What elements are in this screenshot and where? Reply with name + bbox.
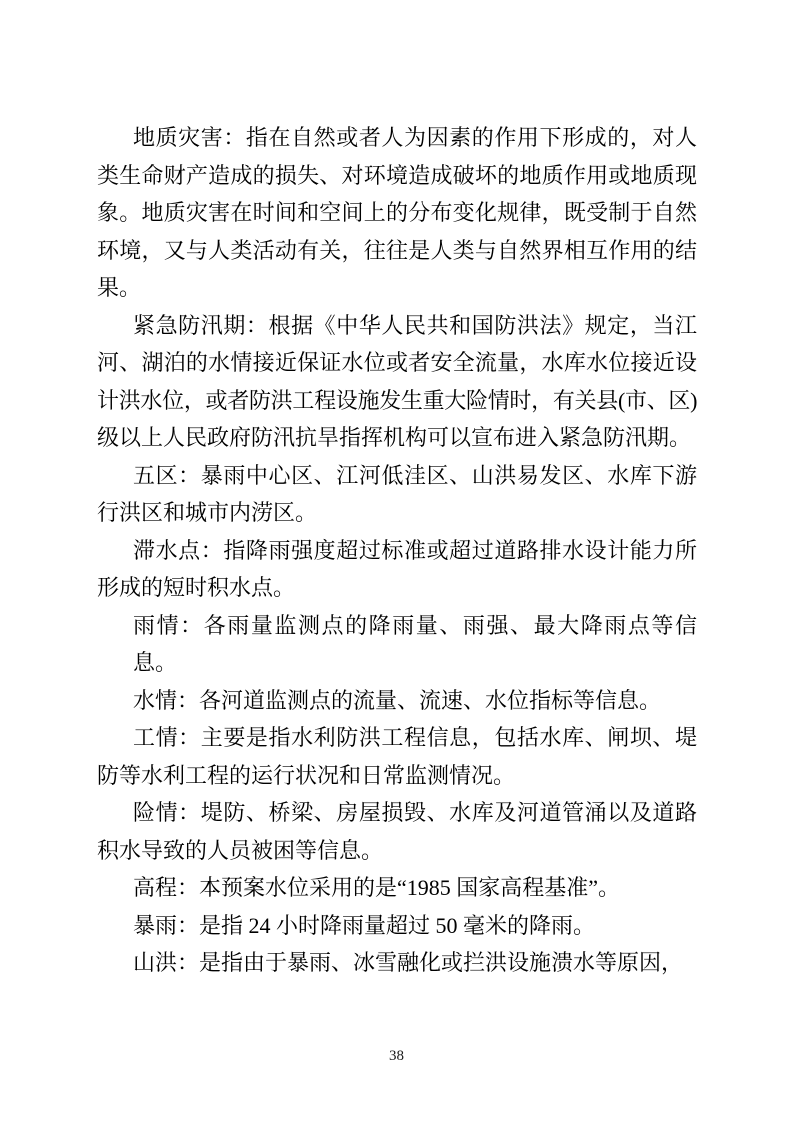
text-line: 地质灾害：指在自然或者人为因素的作用下形成的，对人 bbox=[133, 125, 697, 150]
text-line: 雨情：各雨量监测点的降雨量、雨强、最大降雨点等信 bbox=[133, 612, 697, 638]
text-line: 象。地质灾害在时间和空间上的分布变化规律，既受制于自然 bbox=[97, 200, 697, 225]
text-line: 防等水利工程的运行状况和日常监测情况。 bbox=[97, 762, 516, 788]
text-line: 果。 bbox=[97, 275, 142, 300]
page-number: 38 bbox=[389, 1048, 404, 1064]
text-line: 紧急防汛期：根据《中华人民共和国防洪法》规定，当江 bbox=[133, 312, 697, 338]
text-line: 行洪区和城市内涝区。 bbox=[97, 500, 318, 525]
text-line: 水情：各河道监测点的流量、流速、水位指标等信息。 bbox=[133, 687, 662, 713]
text-line: 险情：堤防、桥梁、房屋损毁、水库及河道管涌以及道路 bbox=[133, 800, 697, 825]
text-line: 暴雨：是指 24 小时降雨量超过 50 毫米的降雨。 bbox=[133, 912, 596, 938]
text-line: 山洪：是指由于暴雨、冰雪融化或拦洪设施溃水等原因， bbox=[133, 950, 684, 975]
text-line: 息。 bbox=[133, 650, 178, 675]
text-line: 类生命财产造成的损失、对环境造成破坏的地质作用或地质现 bbox=[97, 162, 697, 188]
text-line: 形成的短时积水点。 bbox=[97, 575, 296, 600]
text-line: 河、湖泊的水情接近保证水位或者安全流量，水库水位接近设 bbox=[97, 350, 697, 375]
text-line: 工情：主要是指水利防洪工程信息，包括水库、闸坝、堤 bbox=[133, 725, 697, 750]
text-line: 积水导致的人员被困等信息。 bbox=[97, 837, 384, 863]
page-body bbox=[97, 119, 697, 982]
text-line: 环境，又与人类活动有关，往往是人类与自然界相互作用的结 bbox=[97, 237, 697, 263]
text-line: 高程：本预案水位采用的是“1985 国家高程基准”。 bbox=[133, 875, 621, 900]
page-footer bbox=[0, 1046, 793, 1066]
text-line: 级以上人民政府防汛抗旱指挥机构可以宣布进入紧急防汛期。 bbox=[97, 425, 692, 450]
text-line: 滞水点：指降雨强度超过标准或超过道路排水设计能力所 bbox=[133, 537, 697, 563]
text-line: 计洪水位，或者防洪工程设施发生重大险情时，有关县(市、区) bbox=[97, 387, 697, 413]
text-line: 五区：暴雨中心区、江河低洼区、山洪易发区、水库下游 bbox=[133, 462, 697, 488]
